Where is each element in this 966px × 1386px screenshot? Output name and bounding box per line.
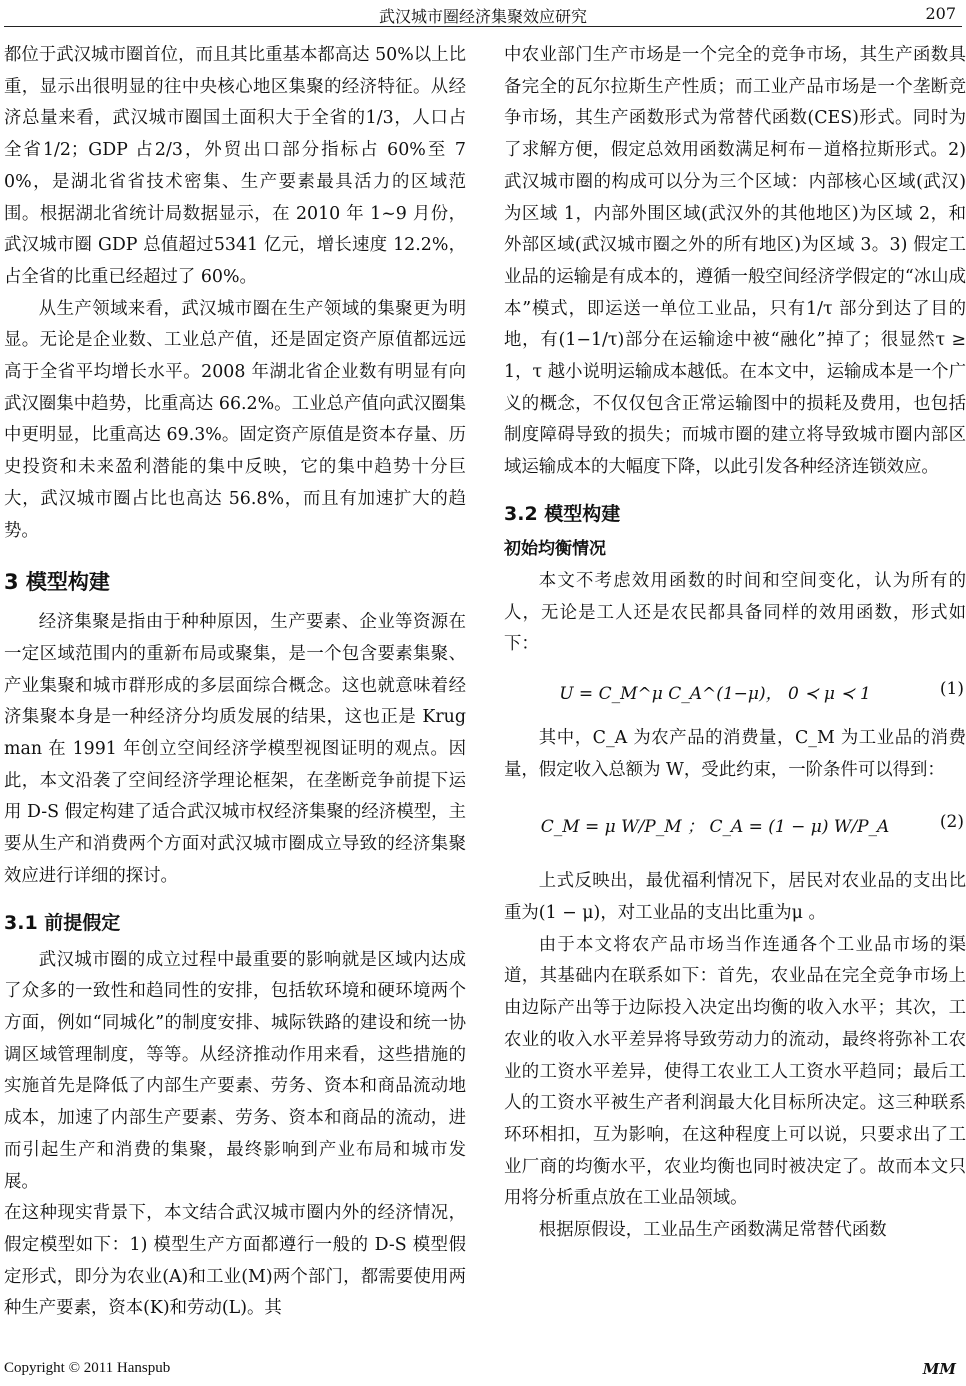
page-header — [0, 0, 966, 30]
paragraph: 中农业部门生产市场是一个完全的竞争市场，其生产函数具备完全的瓦尔拉斯生产性质；而工业产品市场是一个垄断竞争市场，其生产函数形式为常替代函数(CES)形式。同时为了求解方便，假定总效用函数满足柯布－道格拉斯形式。2) 武汉城市圈的构成可以分为三个区域：内部核心区域(武汉)为区域 1，内部外围区域(武汉外的其他地区)为区域 2，和外部区域(武汉城市圈之外的所有地区)为区域 3。3) 假定工业品的运输是有成本的，遵循一般空间经济学假定的“冰山成本”模式，即运送一单位工业品，只有1/τ 部分到达了目的地，有(1−1/τ)部分在运输途中被“融化”掉了；很显然τ ≥1，τ 越小说明运输成本越低。在本文中，运输成本是一个广义的概念，不仅仅包含正常运输图中的损耗及费用，也包括制度障碍导致的损失；而城市圈的建立将导致城市圈内部区域运输成本的大幅度下降，以此引发各种经济连锁效应。 — [504, 45, 966, 478]
equation-body: C_M = μ W/P_M ； C_A = (1 − μ) W/P_A — [540, 817, 890, 838]
paragraph: 由于本文将农产品市场当作连通各个工业品市场的渠道，其基础内在联系如下：首先，农业品在完全竞争市场上由边际产出等于边际投入决定出均衡的收入水平；其次，工农业的收入水平差异将导致劳动力的流动，最终将弥补工农业的工资水平差异，使得工农业工人工资水平趋同；最后工人的工资水平被生产者利润最大化目标所决定。这三种联系环环相扣，互为影响，在这种程度上可以说，只要求出了工业厂商的均衡水平，农业均衡也同时被决定了。故而本文只用将分析重点放在工业品领域。 — [504, 934, 966, 1209]
equation-1 — [504, 663, 966, 721]
copyright-notice: Copyright © 2011 Hanspub — [4, 1360, 171, 1376]
paragraph: 在这种现实背景下，本文结合武汉城市圈内外的经济情况，假定模型如下：1) 模型生产方面都遵行一般的 D-S 模型假定形式，即分为农业(A)和工业(M)两个部门，都需要使用两种生产要素，资本(K)和劳动(L)。其 — [4, 1203, 466, 1319]
paragraph: 从生产领域来看，武汉城市圈在生产领域的集聚更为明显。无论是企业数、工业总产值，还是固定资产原值都远远高于全省平均增长水平。2008 年湖北省企业数有明显有向武汉圈集中趋势，比重高达 66.2%。工业总产值向武汉圈集中更明显，比重高达 69.3%。固定资产原值是资本存量、历史投资和未来盈利潜能的集中反映，它的集中趋势十分巨大，武汉城市圈占比也高达 56.8%，而且有加速扩大的趋势。 — [4, 298, 466, 541]
equation-number: (2) — [939, 812, 964, 833]
paragraph: 根据原假设，工业品生产函数满足常替代函数 — [538, 1220, 887, 1241]
paragraph: 本文不考虑效用函数的时间和空间变化，认为所有的人，无论是工人还是农民都具备同样的效用函数，形式如下： — [504, 570, 966, 655]
paragraph: 武汉城市圈的成立过程中最重要的影响就是区域内达成了众多的一致性和趋同性的安排，包括软环境和硬环境两个方面，例如“同城化”的制度安排、城际铁路的建设和统一协调区域管理制度，等等。从经济推动作用来看，这些措施的实施首先是降低了内部生产要素、劳务、资本和商品流动地成本，加速了内部生产要素、劳务、资本和商品的流动，进而引起生产和消费的集聚，最终影响到产业布局和城市发展。 — [4, 949, 466, 1192]
equation-2 — [504, 788, 966, 864]
paragraph: 都位于武汉城市圈首位，而且其比重基本都高达 50%以上比重，显示出很明显的往中央核心地区集聚的经济特征。从经济总量来看，武汉城市圈国土面积大于全省的1/3，人口占全省1/2；GDP 占2/3，外贸出口部分指标占 60%至 70%，是湖北省省技术密集、生产要素最具活力的区域范围。根据湖北省统计局数据显示，在 2010 年 1~9 月份，武汉城市圈 GDP 总值超过5341 亿元，增长速度 12.2%，占全省的比重已经超过了 60%。 — [4, 45, 466, 287]
left-column — [4, 40, 466, 1345]
paragraph: 其中，C_A 为农产品的消费量，C_M 为工业品的消费量，假定收入总额为 W，受此约束，一阶条件可以得到： — [504, 727, 966, 780]
page-number: 207 — [925, 4, 956, 23]
equation-number: (1) — [939, 678, 964, 699]
section-heading: 3 模型构建 — [4, 570, 110, 595]
page-footer — [0, 1352, 966, 1386]
subsection-heading: 3.1 前提假定 — [4, 911, 121, 934]
running-title: 武汉城市圈经济集聚效应研究 — [378, 7, 587, 26]
journal-abbrev: MM — [922, 1360, 956, 1378]
paragraph: 经济集聚是指由于种种原因，生产要素、企业等资源在一定区域范围内的重新布局或聚集，是一个包含要素集聚、产业集聚和城市群形成的多层面综合概念。这也就意味着经济集聚本身是一种经济分均质发展的结果，这也正是 Krugman 在 1991 年创立空间经济学模型视图证明的观点。因此，本文沿袭了空间经济学理论框架，在垄断竞争前提下运用 D-S 假定构建了适合武汉城市权经济集聚的经济模型，主要从生产和消费两个方面对武汉城市圈成立导致的经济集聚效应进行详细的探讨。 — [4, 612, 466, 886]
equation-body: U = C_M^μ C_A^(1−μ)， 0 ≺ μ ≺ 1 — [559, 683, 871, 704]
subsection-heading: 3.2 模型构建 — [504, 502, 621, 525]
sub-subsection-heading: 初始均衡情况 — [504, 538, 606, 559]
header-rule — [4, 26, 962, 27]
paragraph: 上式反映出，最优福利情况下，居民对农业品的支出比重为(1 − μ)，对工业品的支出比重为μ 。 — [504, 871, 966, 924]
right-column — [504, 40, 966, 1345]
